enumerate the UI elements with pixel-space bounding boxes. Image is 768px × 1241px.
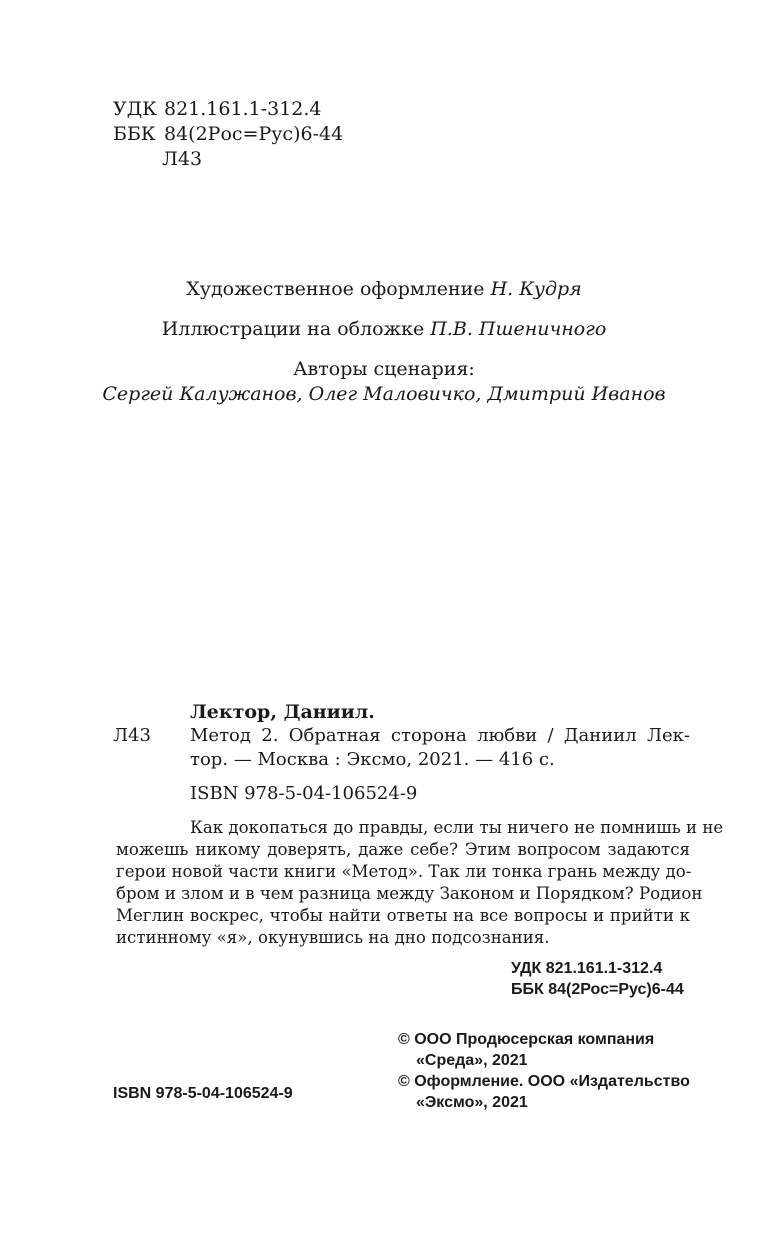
illustrations-credit xyxy=(0,318,768,340)
copyright-production-year: «Среда», 2021 xyxy=(416,1052,528,1069)
design-label: Художественное оформление xyxy=(186,278,485,300)
annotation-line: можешь никому доверять, даже себе? Этим вопросом задаются xyxy=(116,840,690,859)
card-title-line1: Метод 2. Обратная сторона любви / Даниил Лек- xyxy=(190,725,690,746)
design-credit xyxy=(0,278,768,300)
card-title-line2: тор. — Москва : Эксмо, 2021. — 416 с. xyxy=(190,749,555,770)
copyright-design: © Оформление. ООО «Издательство xyxy=(398,1073,690,1090)
annotation-line: истинному «я», окунувшись на дно подсознания. xyxy=(116,928,550,947)
illustrations-label: Иллюстрации на обложке xyxy=(161,318,425,340)
author-mark: Л43 xyxy=(162,148,203,170)
card-isbn: ISBN 978-5-04-106524-9 xyxy=(190,783,418,804)
screenplay-label: Авторы сценария: xyxy=(293,358,475,380)
bbk-value: 84(2Рос=Рус)6-44 xyxy=(164,123,344,145)
annotation-line: Как докопаться до правды, если ты ничего не помнишь и не xyxy=(190,818,724,837)
annotation-line: Меглин воскрес, чтобы найти ответы на все вопросы и прийти к xyxy=(116,906,690,925)
annotation-line: бром и злом и в чем разница между Законом и Порядком? Родион xyxy=(116,884,703,903)
udk-value: 821.161.1-312.4 xyxy=(164,98,322,120)
copyright-design-year: «Эксмо», 2021 xyxy=(416,1094,528,1111)
card-udk: УДК 821.161.1-312.4 xyxy=(511,960,663,977)
card-bbk: ББК 84(2Рос=Рус)6-44 xyxy=(511,981,684,998)
card-author-mark: Л43 xyxy=(113,725,151,746)
illustrations-name: П.В. Пшеничного xyxy=(430,318,607,340)
udk-label: УДК xyxy=(113,98,157,120)
card-author: Лектор, Даниил. xyxy=(190,701,375,723)
screenplay-names: Сергей Калужанов, Олег Маловичко, Дмитрий Иванов xyxy=(102,383,666,405)
footer-isbn: ISBN 978-5-04-106524-9 xyxy=(113,1085,293,1102)
bbk-label: ББК xyxy=(113,123,156,145)
copyright-production: © ООО Продюсерская компания xyxy=(398,1031,655,1048)
design-name: Н. Кудря xyxy=(490,278,582,300)
annotation-line: герои новой части книги «Метод». Так ли тонка грань между до- xyxy=(116,862,692,881)
